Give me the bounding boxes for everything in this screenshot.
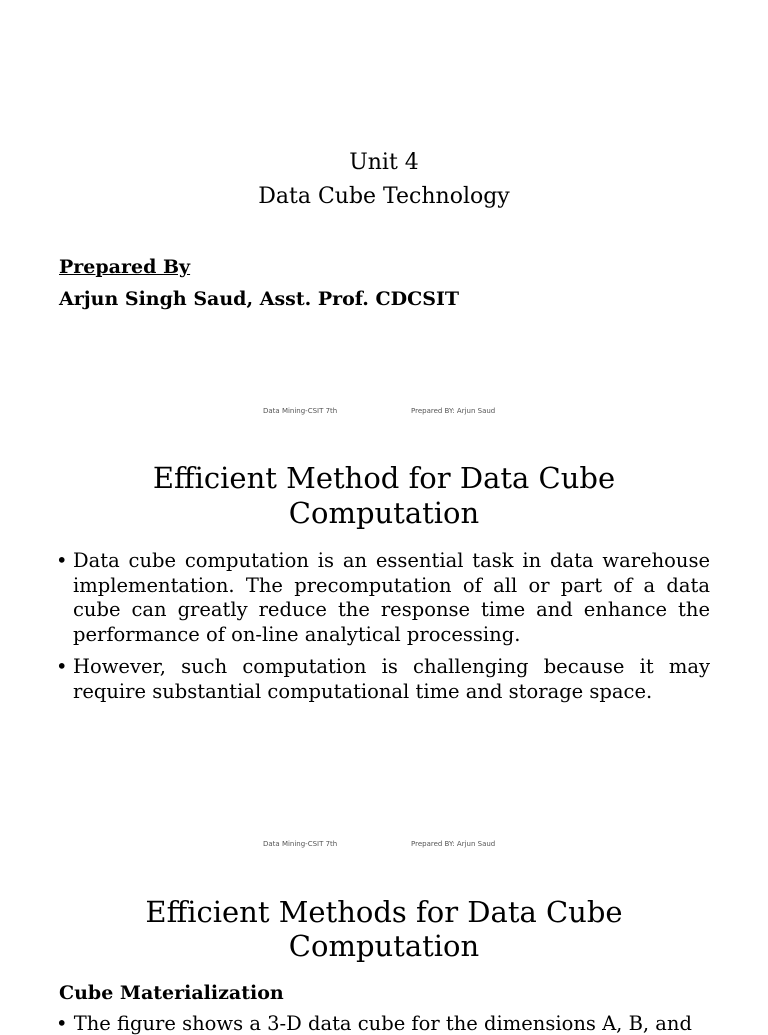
- slide-title-line1: Efficient Method for Data Cube: [152, 461, 616, 495]
- topic-heading: Data Cube Technology: [258, 184, 510, 209]
- slide-title-line2: Computation: [288, 496, 480, 530]
- slide-title-line2: Computation: [288, 929, 480, 963]
- footer-left: Data Mining-CSIT 7th: [263, 407, 338, 415]
- partial-bullet: • The figure shows a 3-D data cube for the dimensions A, B, and: [56, 1012, 692, 1035]
- footer-right: Prepared BY: Arjun Saud: [411, 840, 496, 848]
- author-line: Arjun Singh Saud, Asst. Prof. CDCSIT: [59, 288, 460, 310]
- bullet-item: • Data cube computation is an essential task in data warehouse implementation. The precomputation of all or part of a data cube can greatly reduce the response time and enhance the performance of on-line analytical processing.: [56, 549, 710, 647]
- bullet-list: [56, 549, 710, 712]
- bullet-item: • However, such computation is challenging because it may require substantial computational time and storage space.: [56, 655, 710, 704]
- footer-left: Data Mining-CSIT 7th: [263, 840, 338, 848]
- title-slide: [0, 0, 768, 434]
- slide-title-line1: Efficient Methods for Data Cube: [145, 895, 623, 929]
- cube-materialization-heading: Cube Materialization: [59, 982, 284, 1004]
- prepared-by-label: Prepared By: [59, 256, 191, 278]
- footer-right: Prepared BY: Arjun Saud: [411, 407, 496, 415]
- unit-heading: Unit 4: [349, 150, 419, 175]
